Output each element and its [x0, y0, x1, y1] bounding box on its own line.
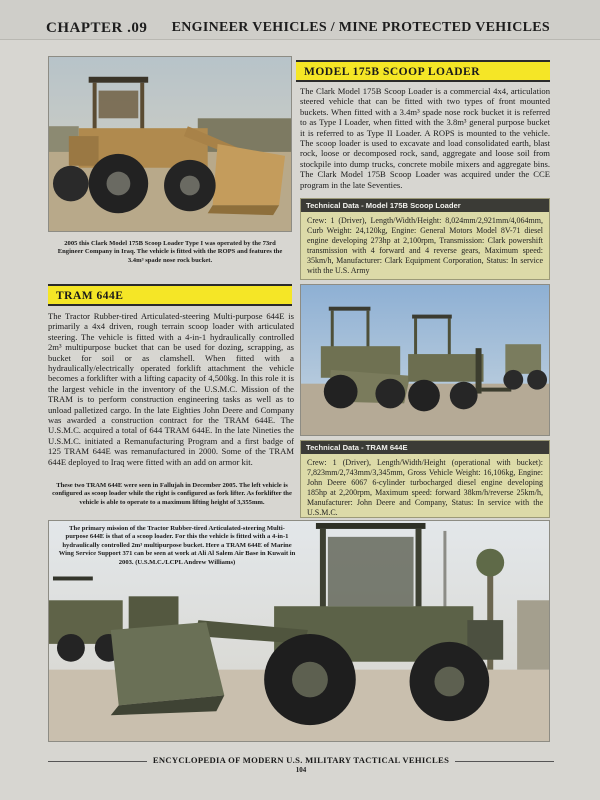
tech-data-tram	[300, 440, 550, 518]
photo-scoop-loader	[48, 56, 292, 232]
caption-scoop-loader: 2005 this Clark Model 175B Scoop Loader Type I was operated by the 73rd Engineer Company in Iraq. The vehicle is fitted with the ROPS and features the 3.4m³ spade nose rock bucket.	[57, 240, 283, 264]
section-heading-tram: TRAM 644E	[48, 284, 292, 306]
tech-data-body: Crew: 1 (Driver), Length/Width/Height (operational with bucket): 7,823mm/2,743mm/3,345mm, Gross Vehicle Weight: 16,106kg, Engine: John Deere 6067 6-cylinder turbocharged diesel engine developing 185hp at 2,200rpm, Maximum speed: forward 38km/h/reverse 25km/h, Manufacturer: John Deere and Company, Status: In service with the U.S.M.C.	[307, 458, 543, 517]
scoop-loader-body: The Clark Model 175B Scoop Loader is a commercial 4x4, articulation steered vehicle that can be fitted with two types of front mounted buckets. When fitted with a 3.4m³ spade nose rock bucket it is referred to as Type I Loader, when fitted with the 3.8m³ general purpose bucket it is referred to as Type II Loader. A ROPS is mounted to the vehicle. The scoop loader is used to excavate and load consolidated earth, blast rock, loose or decomposed rock, sand, aggregate and loose soil from stockpile into dump trucks, concrete mobile mixers and aggregate bins. The Clark Model 175B Scoop Loader was acquired under the CCE program in the late Seventies.	[300, 86, 550, 190]
tram-body: The Tractor Rubber-tired Articulated-steering Multi-purpose 644E is primarily a 4x4 driven, rough terrain scoop loader with articulated steering. The vehicle is fitted with a 4-in-1 hydraulically controlled 2m³ multipurpose bucket that can be used for dozing, scrapping, as bucket for soil or as clamshell. When fitted with a hydraulically/electrically operated forklift attachment the vehicle becomes a forklifter with a lifting capacity of 4,500kg. In this role it is the largest vehicle in the inventory of the U.S.M.C. Mission of the TRAM is to perform construction engineering tasks as well as to unload palletized cargo. In the late Eighties John Deere and Company was awarded a construction contract for the TRAM 644E. The U.S.M.C. acquired a total of 644 TRAM 644E. In the late Nineties the U.S.M.C. initiated a Remanufacturing Program and a first badge of 125 TRAM 644E was remanufactured in 2000. Some of the TRAM 644E deployed to Iraq were fitted with an add on armor kit.	[48, 311, 294, 467]
footer-title-wrap	[48, 755, 554, 765]
tech-data-body: Crew: 1 (Driver), Length/Width/Height: 8,024mm/2,921mm/4,064mm, Curb Weight: 24,120kg, Engine: General Motors Model 8V-71 diesel engine developing 273hp at 2,100rpm, Transmission: Clark powershift transmission with 4 forward and 4 reverse gears, Maximum speed: 35km/h, Manufacturer: Clark Equipment Corporation, Status: In service with the U.S. Army	[307, 216, 543, 275]
tech-data-scoop-loader	[300, 198, 550, 280]
photo-tram-fallujah	[300, 284, 550, 436]
caption-tram-kuwait: The primary mission of the Tractor Rubber-tired Articulated-steering Multi-purpose 644E is that of a scoop loader. For this the vehicle is fitted with a 4-in-1 hydraulically controlled 2m³ multipurpose bucket. Here a TRAM 644E of Marine Wing Service Support 371 can be seen at work at Ali Al Salem Air Base in Kuwait in 2003. (U.S.M.C./LCPL Andrew Williams)	[58, 525, 296, 566]
tech-data-title: Technical Data - Model 175B Scoop Loader	[301, 199, 549, 212]
footer-title: ENCYCLOPEDIA OF MODERN U.S. MILITARY TACTICAL VEHICLES	[147, 755, 455, 765]
page-header	[0, 0, 600, 40]
page-number: 104	[295, 766, 307, 774]
page-footer	[48, 752, 554, 774]
chapter-label: CHAPTER .09	[46, 20, 148, 36]
tech-data-title: Technical Data - TRAM 644E	[301, 441, 549, 454]
chapter-title: ENGINEER VEHICLES / MINE PROTECTED VEHICLES	[171, 20, 550, 35]
caption-tram-fallujah: These two TRAM 644E were seen in Fallujah in December 2005. The left vehicle is configured as scoop loader while the right is configured as fork lifter. As forklifter the vehicle is able to operate to a maximum lifting height of 3,355mm.	[52, 482, 292, 506]
section-heading-scoop-loader: MODEL 175B SCOOP LOADER	[296, 60, 550, 82]
